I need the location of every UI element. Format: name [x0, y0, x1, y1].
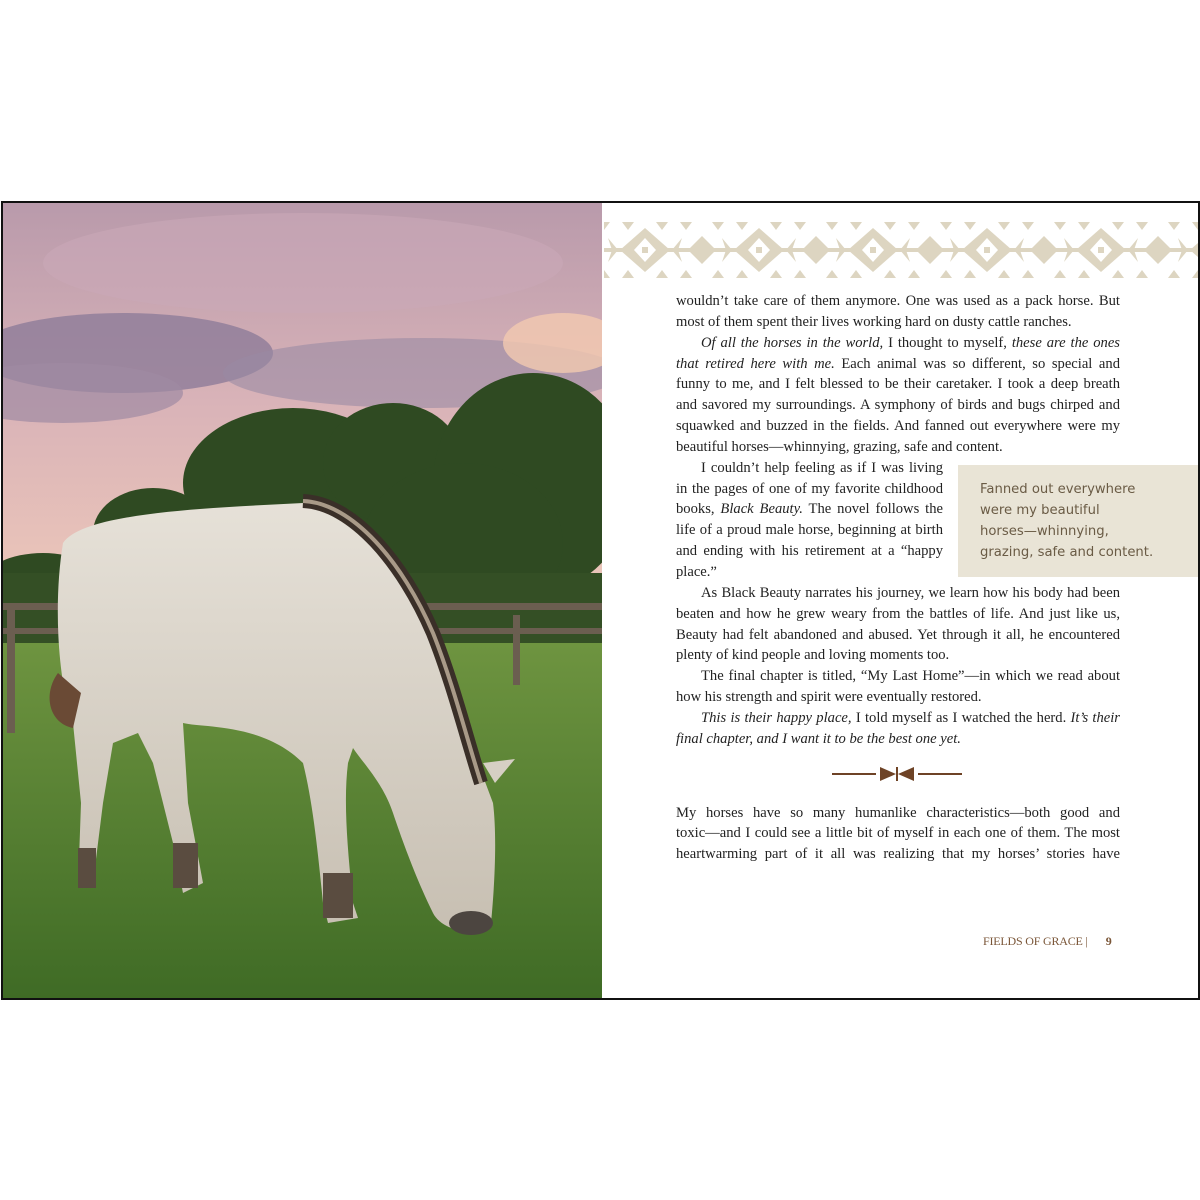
horse-photo — [3, 203, 602, 998]
section-break-ornament — [676, 756, 1120, 796]
book-spread — [1, 201, 1200, 1000]
body-paragraphs-continued — [676, 803, 1120, 866]
italic-text: It’s their — [1070, 709, 1120, 726]
text-run: squawked and buzzed in the fields. And fanned out everywhere were my — [676, 418, 1120, 435]
italic-text: that retired here with me. — [676, 355, 835, 372]
text-line — [676, 499, 943, 520]
text-run: life of a proud male horse, beginning at birth — [676, 522, 943, 539]
text-line — [676, 354, 1120, 375]
running-title: FIELDS OF GRACE | — [983, 934, 1088, 948]
text-line — [676, 823, 1120, 844]
text-line — [676, 416, 1120, 437]
pull-quote — [958, 465, 1198, 577]
pull-quote-line: were my beautiful — [980, 503, 1100, 518]
body-text — [676, 291, 1120, 865]
italic-text: Black Beauty. — [720, 501, 803, 518]
text-line — [676, 844, 1120, 865]
text-run: beautiful horses—whinnying, grazing, safe and content. — [676, 438, 1003, 455]
text-run: toxic—and I could see a little bit of myself in each one of them. The most — [676, 825, 1120, 842]
text-line — [676, 291, 1120, 312]
text-run: The novel follows the — [802, 501, 943, 518]
italic-text: This is their happy place, — [701, 709, 852, 726]
text-run: how his strength and spirit were eventually restored. — [676, 689, 982, 706]
text-line — [676, 541, 943, 562]
text-run: As Black Beauty narrates his journey, we learn how his body had been — [701, 584, 1120, 601]
text-line — [676, 333, 1120, 354]
page-footer — [983, 934, 1112, 949]
text-run: I couldn’t help feeling as if I was living — [701, 459, 943, 476]
text-run: and savored my surroundings. A symphony of birds and bugs chirped and — [676, 397, 1120, 414]
text-run: books, — [676, 501, 721, 518]
text-line — [676, 583, 1120, 604]
text-line — [676, 479, 943, 500]
bowtie-divider-icon — [832, 766, 962, 782]
text-run: I thought to myself, — [883, 334, 1012, 351]
text-run: and ending with his retirement at a “happy — [676, 543, 943, 560]
pull-quote-line: horses—whinnying, — [980, 524, 1109, 539]
italic-text: Of all the horses in the world, — [701, 334, 884, 351]
text-line — [676, 437, 1120, 458]
italic-text: final chapter, and I want it to be the best one yet. — [676, 730, 961, 747]
text-line — [676, 729, 1120, 750]
text-line — [676, 803, 1120, 824]
text-page — [602, 203, 1198, 998]
text-line — [676, 687, 1120, 708]
text-line — [676, 708, 1120, 729]
pull-quote-line: Fanned out everywhere — [980, 482, 1136, 497]
text-run: most of them spent their lives working hard on dusty cattle ranches. — [676, 313, 1072, 330]
text-run: place.” — [676, 563, 717, 580]
text-line — [676, 312, 1120, 333]
text-run: funny to me, and I felt blessed to be their caretaker. I took a deep breath — [676, 376, 1120, 393]
text-run: heartwarming part of it all was realizing that my horses’ stories have — [676, 846, 1120, 863]
text-run: The final chapter is titled, “My Last Home”—in which we read about — [701, 668, 1120, 685]
decorative-pattern-band — [604, 222, 1198, 278]
text-run: in the pages of one of my favorite childhood — [676, 480, 943, 497]
text-line — [676, 520, 943, 541]
text-line — [676, 645, 1120, 666]
text-run: plenty of kind people and loving moments too. — [676, 647, 950, 664]
pull-quote-line: grazing, safe and content. — [980, 545, 1154, 560]
text-line — [676, 562, 943, 583]
text-line — [676, 458, 943, 479]
page-number: 9 — [1105, 934, 1112, 948]
text-run: My horses have so many humanlike characteristics—both good and — [676, 804, 1120, 821]
text-line — [676, 395, 1120, 416]
text-run: Each animal was so different, so special and — [834, 355, 1120, 372]
text-run: wouldn’t take care of them anymore. One was used as a pack horse. But — [676, 293, 1120, 309]
text-line — [676, 625, 1120, 646]
text-line — [676, 604, 1120, 625]
text-run: Beauty had felt abandoned and abused. Yet through it all, he encountered — [676, 626, 1120, 643]
italic-text: these are the ones — [1011, 334, 1120, 351]
text-line — [676, 374, 1120, 395]
text-line — [676, 666, 1120, 687]
text-run: beaten and how he grew weary from the battles of life. And just like us, — [676, 605, 1120, 622]
text-run: I told myself as I watched the herd. — [851, 709, 1071, 726]
